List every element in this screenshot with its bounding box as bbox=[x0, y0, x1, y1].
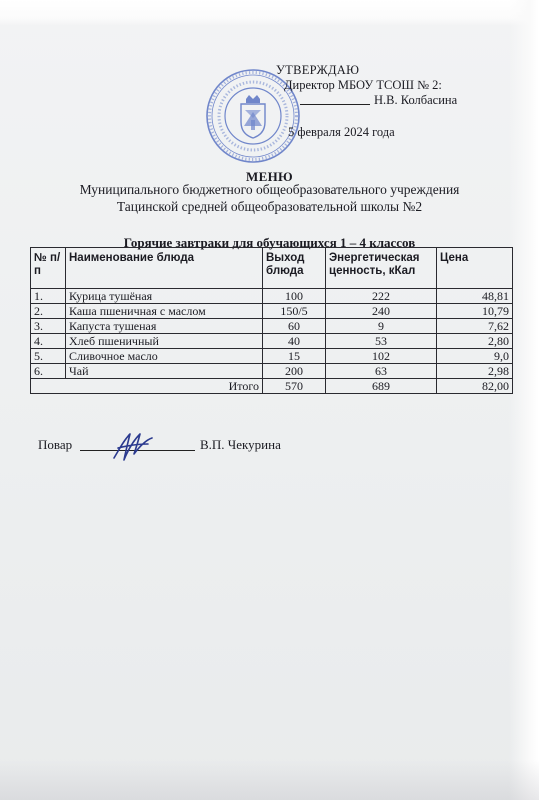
table-title: Горячие завтраки для обучающихся 1 – 4 классов bbox=[123, 235, 416, 250]
cell-energy: 9 bbox=[326, 319, 437, 334]
cell-price: 2,98 bbox=[437, 364, 513, 379]
table-row bbox=[31, 289, 513, 304]
cell-output: 150/5 bbox=[263, 304, 326, 319]
header-output: Выход блюда bbox=[263, 248, 326, 289]
menu-title: МЕНЮ bbox=[246, 169, 293, 184]
menu-table bbox=[30, 247, 513, 394]
total-energy: 689 bbox=[326, 379, 437, 394]
table-header-row bbox=[31, 248, 513, 289]
cell-price: 10,79 bbox=[437, 304, 513, 319]
cell-energy: 53 bbox=[326, 334, 437, 349]
cell-price: 7,62 bbox=[437, 319, 513, 334]
table-row bbox=[31, 304, 513, 319]
cell-num: 5. bbox=[31, 349, 66, 364]
cell-price: 9,0 bbox=[437, 349, 513, 364]
director-signature-line bbox=[300, 92, 370, 105]
approval-date: 5 февраля 2024 года bbox=[288, 125, 395, 139]
cell-output: 60 bbox=[263, 319, 326, 334]
total-label: Итого bbox=[31, 379, 263, 394]
table-row bbox=[31, 364, 513, 379]
table-total-row bbox=[31, 379, 513, 394]
cell-output: 15 bbox=[263, 349, 326, 364]
cell-price: 2,80 bbox=[437, 334, 513, 349]
header-name: Наименование блюда bbox=[66, 248, 263, 289]
approval-title: УТВЕРЖДАЮ bbox=[276, 63, 360, 77]
cell-num: 2. bbox=[31, 304, 66, 319]
table-row bbox=[31, 319, 513, 334]
cell-num: 6. bbox=[31, 364, 66, 379]
header-price: Цена bbox=[437, 248, 513, 289]
cook-label: Повар bbox=[38, 437, 73, 452]
total-price: 82,00 bbox=[437, 379, 513, 394]
cell-name: Курица тушёная bbox=[66, 289, 263, 304]
cell-name: Хлеб пшеничный bbox=[66, 334, 263, 349]
cell-name: Чай bbox=[66, 364, 263, 379]
organization-line-2: Тацинской средней общеобразовательной школы №2 bbox=[116, 199, 423, 214]
cell-num: 3. bbox=[31, 319, 66, 334]
cook-handwritten-signature bbox=[110, 428, 156, 464]
director-name: Н.В. Колбасина bbox=[374, 93, 458, 107]
director-position: Директор МБОУ ТСОШ № 2: bbox=[284, 78, 442, 92]
cell-output: 200 bbox=[263, 364, 326, 379]
table-row bbox=[31, 334, 513, 349]
cell-output: 100 bbox=[263, 289, 326, 304]
cell-energy: 63 bbox=[326, 364, 437, 379]
cell-output: 40 bbox=[263, 334, 326, 349]
total-output: 570 bbox=[263, 379, 326, 394]
organization-line-1: Муниципального бюджетного общеобразовательного учреждения bbox=[79, 182, 460, 197]
cell-price: 48,81 bbox=[437, 289, 513, 304]
cell-energy: 240 bbox=[326, 304, 437, 319]
header-energy: Энергетическая ценность, кКал bbox=[326, 248, 437, 289]
cell-name: Каша пшеничная с маслом bbox=[66, 304, 263, 319]
cell-num: 1. bbox=[31, 289, 66, 304]
cell-num: 4. bbox=[31, 334, 66, 349]
cell-name: Капуста тушеная bbox=[66, 319, 263, 334]
cell-name: Сливочное масло bbox=[66, 349, 263, 364]
cook-name: В.П. Чекурина bbox=[200, 437, 281, 452]
cell-energy: 102 bbox=[326, 349, 437, 364]
header-num: № п/п bbox=[31, 248, 66, 289]
cell-energy: 222 bbox=[326, 289, 437, 304]
table-row bbox=[31, 349, 513, 364]
